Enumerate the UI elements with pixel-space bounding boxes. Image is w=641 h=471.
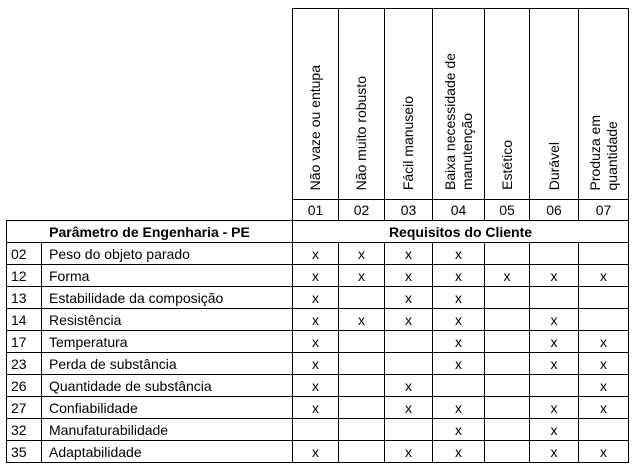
- parameter-code: 02: [7, 243, 42, 265]
- requirement-number: 01: [293, 200, 339, 221]
- relation-mark: x: [293, 441, 339, 463]
- parameter-name: Quantidade de substância: [42, 375, 293, 397]
- relation-mark: [485, 441, 530, 463]
- relation-mark: [385, 353, 433, 375]
- table-row: [7, 397, 629, 419]
- relation-mark: x: [579, 353, 629, 375]
- requirement-number: 06: [530, 200, 579, 221]
- table-row: [7, 353, 629, 375]
- relation-mark: x: [433, 353, 485, 375]
- requirement-label: Durável: [545, 141, 562, 190]
- table-row: [7, 375, 629, 397]
- relation-mark: [579, 419, 629, 441]
- relation-mark: x: [579, 265, 629, 287]
- parameter-name: Temperatura: [42, 331, 293, 353]
- relation-mark: x: [530, 419, 579, 441]
- requirement-number-row: [7, 200, 629, 221]
- relation-mark: [485, 331, 530, 353]
- relation-mark: [530, 287, 579, 309]
- relation-mark: x: [293, 353, 339, 375]
- requirement-header: [433, 9, 485, 200]
- parameter-name: Manufaturabilidade: [42, 419, 293, 441]
- parameter-code: 32: [7, 419, 42, 441]
- parameter-code: 12: [7, 265, 42, 287]
- table-row: [7, 419, 629, 441]
- parameter-name: Estabilidade da composição: [42, 287, 293, 309]
- relation-mark: [485, 309, 530, 331]
- requirement-label: Não vaze ou entupa: [307, 64, 323, 190]
- relation-mark: x: [293, 309, 339, 331]
- table-row: [7, 287, 629, 309]
- parameter-name: Forma: [42, 265, 293, 287]
- requirement-number: 02: [339, 200, 385, 221]
- relation-mark: x: [339, 265, 385, 287]
- parameter-code: 13: [7, 287, 42, 309]
- parameter-code: 23: [7, 353, 42, 375]
- requirement-header: [530, 9, 579, 200]
- relation-mark: [485, 419, 530, 441]
- parameter-name: Peso do objeto parado: [42, 243, 293, 265]
- relation-mark: x: [293, 331, 339, 353]
- parameter-code: 35: [7, 441, 42, 463]
- parameter-code: 17: [7, 331, 42, 353]
- relation-mark: x: [339, 243, 385, 265]
- parameter-code: 27: [7, 397, 42, 419]
- relation-mark: [339, 353, 385, 375]
- requirement-header: [579, 9, 629, 200]
- relation-mark: [385, 331, 433, 353]
- requirement-header: [339, 9, 385, 200]
- relation-mark: x: [433, 309, 485, 331]
- requirements-matrix-table: [6, 8, 629, 463]
- relation-mark: x: [433, 243, 485, 265]
- relation-mark: x: [433, 265, 485, 287]
- relation-mark: [579, 309, 629, 331]
- relation-mark: [339, 397, 385, 419]
- requirement-header: [485, 9, 530, 200]
- relation-mark: [485, 353, 530, 375]
- table-row: [7, 331, 629, 353]
- relation-mark: x: [293, 397, 339, 419]
- relation-mark: [339, 441, 385, 463]
- parameter-name: Adaptabilidade: [42, 441, 293, 463]
- relation-mark: x: [433, 287, 485, 309]
- parameter-name: Resistência: [42, 309, 293, 331]
- relation-mark: [339, 375, 385, 397]
- relation-mark: x: [433, 397, 485, 419]
- relation-mark: [530, 243, 579, 265]
- relation-mark: x: [293, 375, 339, 397]
- requirement-header-row: [7, 9, 629, 200]
- relation-mark: x: [385, 441, 433, 463]
- relation-mark: [293, 419, 339, 441]
- requirement-label: Fácil manuseio: [400, 95, 416, 190]
- requirements-column-title: Requisitos do Cliente: [293, 221, 629, 243]
- relation-mark: [433, 375, 485, 397]
- requirement-number: 04: [433, 200, 485, 221]
- requirement-number: 03: [385, 200, 433, 221]
- table-row: [7, 309, 629, 331]
- parameter-code: 26: [7, 375, 42, 397]
- relation-mark: x: [579, 375, 629, 397]
- table-row: [7, 265, 629, 287]
- relation-mark: x: [530, 265, 579, 287]
- requirement-header: [293, 9, 339, 200]
- requirement-header: [385, 9, 433, 200]
- relation-mark: [485, 397, 530, 419]
- relation-mark: x: [433, 331, 485, 353]
- relation-mark: x: [339, 309, 385, 331]
- requirement-label: Baixa necessidade de manutenção: [441, 53, 475, 190]
- relation-mark: x: [579, 397, 629, 419]
- relation-mark: [485, 375, 530, 397]
- relation-mark: x: [530, 309, 579, 331]
- table-row: [7, 243, 629, 265]
- relation-mark: [579, 243, 629, 265]
- requirement-label: Produza em quantidade: [586, 114, 620, 190]
- relation-mark: x: [433, 441, 485, 463]
- relation-mark: [339, 331, 385, 353]
- relation-mark: [339, 287, 385, 309]
- relation-mark: x: [293, 287, 339, 309]
- relation-mark: x: [385, 397, 433, 419]
- parameter-name: Confiabilidade: [42, 397, 293, 419]
- relation-mark: [485, 243, 530, 265]
- relation-mark: [339, 419, 385, 441]
- parameter-code: 14: [7, 309, 42, 331]
- relation-mark: x: [433, 419, 485, 441]
- requirement-label: Estético: [498, 140, 515, 190]
- relation-mark: x: [530, 353, 579, 375]
- parameter-name: Perda de substância: [42, 353, 293, 375]
- table-row: [7, 441, 629, 463]
- relation-mark: [530, 375, 579, 397]
- relation-mark: x: [530, 397, 579, 419]
- relation-mark: x: [485, 265, 530, 287]
- relation-mark: [385, 419, 433, 441]
- relation-mark: x: [579, 331, 629, 353]
- title-row: [7, 221, 629, 243]
- requirement-label: Não muito robusto: [353, 75, 369, 190]
- requirement-number: 05: [485, 200, 530, 221]
- relation-mark: x: [385, 309, 433, 331]
- relation-mark: x: [385, 265, 433, 287]
- parameter-column-title: Parâmetro de Engenharia - PE: [7, 221, 293, 243]
- relation-mark: x: [293, 265, 339, 287]
- relation-mark: x: [530, 331, 579, 353]
- relation-mark: x: [385, 287, 433, 309]
- relation-mark: [485, 287, 530, 309]
- relation-mark: x: [385, 243, 433, 265]
- requirement-number: 07: [579, 200, 629, 221]
- relation-mark: x: [385, 375, 433, 397]
- relation-mark: x: [293, 243, 339, 265]
- relation-mark: [579, 287, 629, 309]
- relation-mark: x: [579, 441, 629, 463]
- relation-mark: x: [530, 441, 579, 463]
